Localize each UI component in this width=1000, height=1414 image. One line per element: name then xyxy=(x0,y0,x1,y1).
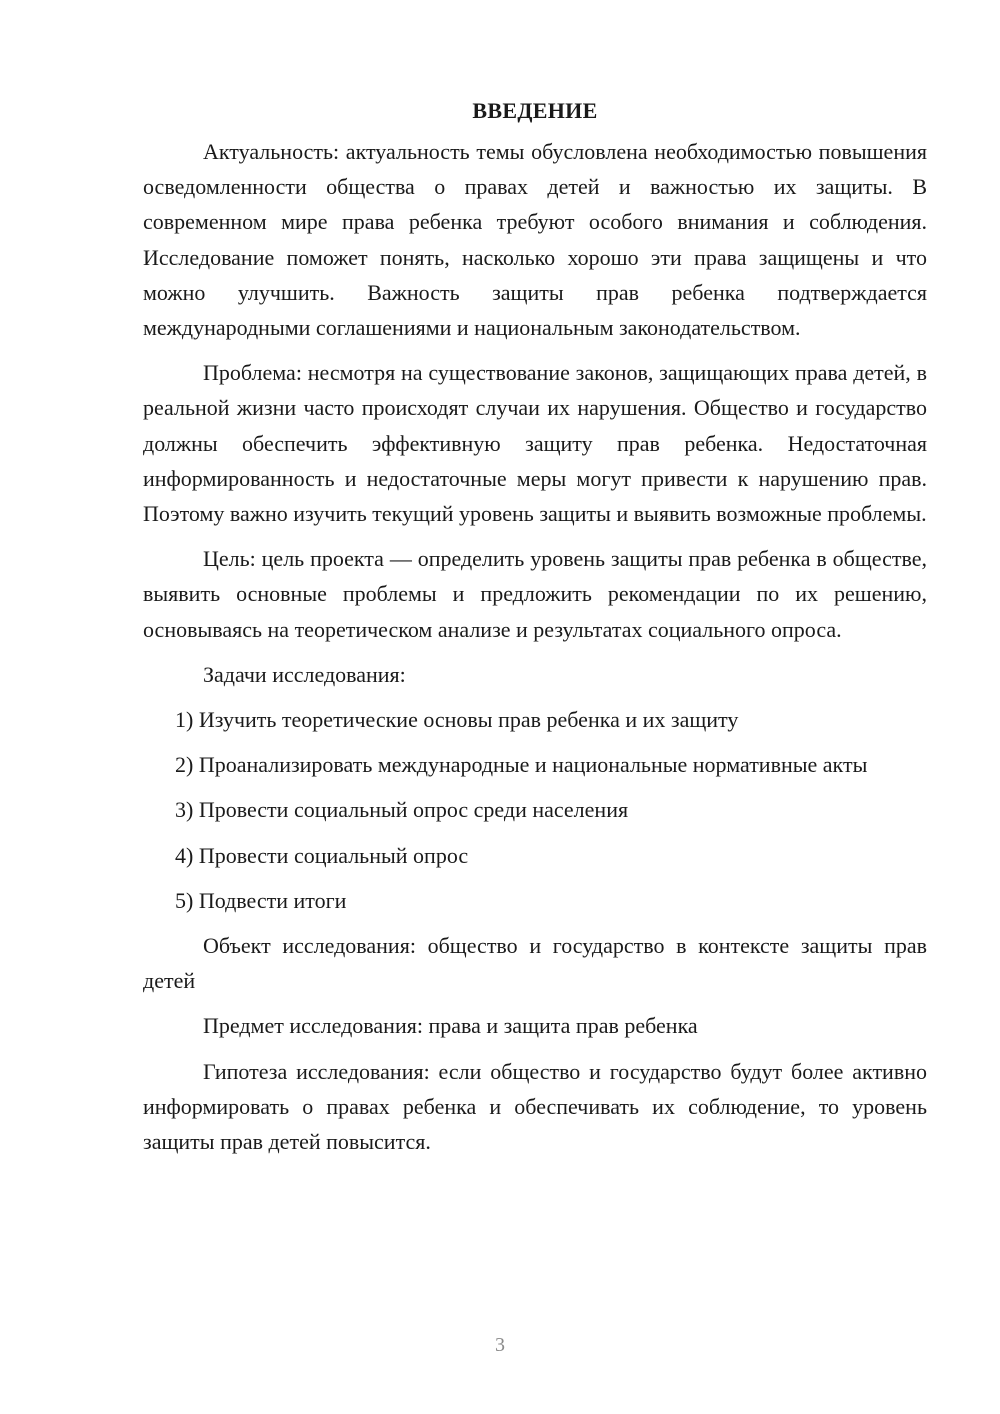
page-content xyxy=(143,94,927,1169)
paragraph-relevance: Актуальность: актуальность темы обусловлена необходимостью повышения осведомленности общества о правах детей и важностью их защиты. В современном мире права ребенка требуют особого внимания и соблюдения. Исследование поможет понять, насколько хорошо эти права защищены и что можно улучшить. Важность защиты прав ребенка подтверждается международными соглашениями и национальным законодательством. xyxy=(143,139,927,341)
paragraph-problem: Проблема: несмотря на существование законов, защищающих права детей, в реальной жизни часто происходят случаи их нарушения. Общество и государство должны обеспечить эффективную защиту прав ребенка. Недостаточная информированность и недостаточные меры могут привести к нарушению прав. Поэтому важно изучить текущий уровень защиты и выявить возможные проблемы. xyxy=(143,360,927,527)
page-number: 3 xyxy=(495,1334,505,1356)
paragraph-object: Объект исследования: общество и государство в контексте защиты прав детей xyxy=(143,933,927,994)
task-item-1: 1) Изучить теоретические основы прав ребенка и их защиту xyxy=(175,707,739,733)
paragraph-goal: Цель: цель проекта — определить уровень защиты прав ребенка в обществе, выявить основные проблемы и предложить рекомендации по их решению, основываясь на теоретическом анализе и результатах социального опроса. xyxy=(143,546,927,642)
tasks-heading: Задачи исследования: xyxy=(203,661,406,687)
paragraph-subject: Предмет исследования: права и защита прав ребенка xyxy=(203,1013,698,1039)
task-item-4: 4) Провести социальный опрос xyxy=(175,842,469,868)
task-item-3: 3) Провести социальный опрос среди населения xyxy=(175,797,629,823)
task-item-2: 2) Проанализировать международные и национальные нормативные акты xyxy=(175,752,868,778)
task-item-5: 5) Подвести итоги xyxy=(175,887,347,913)
paragraph-hypothesis: Гипотеза исследования: если общество и государство будут более активно информировать о правах ребенка и обеспечивать их соблюдение, то уровень защиты прав детей повысится. xyxy=(143,1058,927,1155)
page-title: ВВЕДЕНИЕ xyxy=(472,98,598,123)
